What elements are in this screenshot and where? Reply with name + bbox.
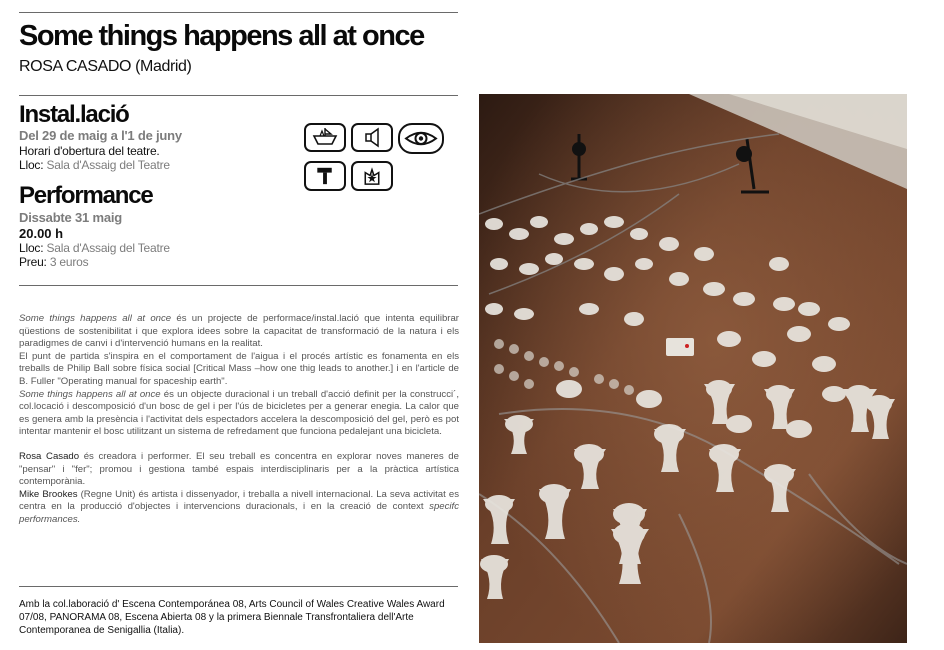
bio-rosa-casado: Rosa Casado és creadora i performer. El seu treball es concentra en explorar noves maneres de "pensar" i "fer"; promou i gestiona també espais interdisciplinaris per a la pràctica artística contemporània. bbox=[19, 450, 459, 488]
header-rule bbox=[19, 95, 458, 96]
installation-hours: Horari d'obertura del teatre. bbox=[19, 144, 160, 158]
description bbox=[19, 313, 459, 527]
performance-price-label: Preu: bbox=[19, 255, 47, 269]
installation-place-label: Lloc: bbox=[19, 158, 44, 172]
description-paragraph-3: Some things happens all at once és un objecte duracional i un treball d'acció definit per la construcci´, col.locació i descomposició d'un bosc de gel i per l'ús de bicicletes per a generar enegia. La calor que es genera amb la presència i l'activitat dels espectadors accelera la descomposició del gel, però es pot intentar mantenir el bosc utilitzant un sistema de refredament que funciona pedalejant una bicicleta. bbox=[19, 388, 459, 438]
performance-price bbox=[19, 255, 88, 269]
performance-price-value: 3 euros bbox=[49, 255, 89, 269]
credits-rule bbox=[19, 586, 458, 587]
credits: Amb la col.laboració d' Escena Contemporánea 08, Arts Council of Wales Creative Wales Award 07/08, PANORAMA 08, Escena Abierta 08 y la primera Biennale Transfrontaliera dell'Arte Contemporanea de Senigallia (Italia). bbox=[19, 599, 445, 636]
hammer-icon bbox=[304, 161, 346, 191]
info-rule bbox=[19, 285, 458, 286]
eye-icon bbox=[398, 123, 444, 154]
performance-heading: Performance bbox=[19, 182, 153, 209]
performance-place bbox=[19, 241, 170, 255]
installation-heading: Instal.lació bbox=[19, 101, 129, 128]
ice-forest-illustration bbox=[479, 94, 907, 643]
boat-icon bbox=[304, 123, 346, 152]
artist-name: ROSA CASADO (Madrid) bbox=[19, 58, 192, 75]
performance-place-value: Sala d'Assaig del Teatre bbox=[46, 241, 170, 255]
installation-photo bbox=[479, 94, 907, 643]
performance-time: 20.00 h bbox=[19, 226, 64, 241]
installation-dates: Del 29 de maig a l'1 de juny bbox=[19, 128, 182, 143]
installation-place bbox=[19, 158, 170, 172]
performance-place-label: Lloc: bbox=[19, 241, 44, 255]
installation-place-value: Sala d'Assaig del Teatre bbox=[46, 158, 170, 172]
top-rule bbox=[19, 12, 458, 13]
description-paragraph-1: Some things happens all at once és un projecte de performace/instal.lació que intenta equilibrar qüestions de sostenibilitat i que explora idees sobre la capacitat de transformació de la natura i els paradigmes de canvi i d'intervenció humans en la realitat. bbox=[19, 313, 460, 350]
star-building-icon bbox=[351, 161, 393, 191]
performance-date: Dissabte 31 maig bbox=[19, 210, 123, 225]
description-paragraph-2: El punt de partida s'inspira en el comportament de l'aigua i el procés artístic es fonamenta en els treballs de Philip Ball sobre física social [Critical Mass –how one thig leads to another.] i en l'article de B. Fuller "Operating manual for spaceship earth". bbox=[19, 350, 459, 387]
speaker-icon bbox=[351, 123, 393, 152]
page-title: Some things happens all at once bbox=[19, 20, 424, 52]
bio-mike-brookes: Mike Brookes (Regne Unit) és artista i dissenyador, i treballa a nivell internacional. La seva activitat es centra en la producció d'objectes i intervencions duracionals, i en la creació de context specifc performances. bbox=[19, 488, 459, 525]
